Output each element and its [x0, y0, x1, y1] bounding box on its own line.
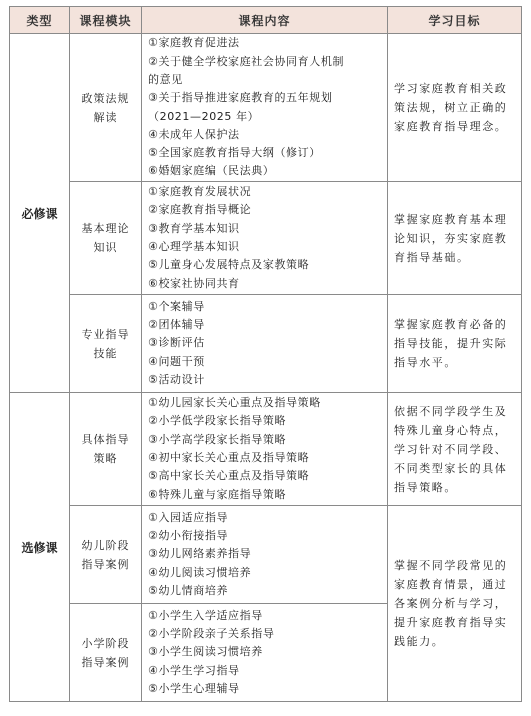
content-item: ⑥婚姻家庭编（民法典）: [148, 164, 275, 178]
shared-goal: 掌握不同学段常见的家庭教育情景，通过各案例分析与学习，提升家庭教育指导实践能力。: [388, 506, 522, 702]
module-content: [142, 182, 388, 295]
module-content: [142, 506, 388, 604]
content-item: ⑤高中家长关心重点及指导策略: [148, 469, 310, 483]
module-content: [142, 604, 388, 702]
content-item: ⑥校家社协同共育: [148, 276, 240, 290]
module-goal: 学习家庭教育相关政策法规，树立正确的家庭教育指导理念。: [388, 34, 522, 182]
header-content: 课程内容: [142, 7, 388, 34]
content-item: ④心理学基本知识: [148, 240, 240, 253]
content-item: ①家庭教育促进法: [148, 36, 240, 50]
module-content: [142, 34, 388, 182]
module-name: 政策法规解读: [70, 34, 142, 182]
content-item: ⑤幼儿情商培养: [148, 583, 229, 597]
header-row: [10, 7, 522, 34]
header-module: 课程模块: [70, 7, 142, 34]
content-item: ⑤小学生心理辅导: [148, 681, 240, 695]
module-name: 小学阶段指导案例: [70, 604, 142, 702]
header-goal: 学习目标: [388, 7, 522, 34]
content-item: ③幼儿网络素养指导: [148, 547, 252, 561]
content-item: ④问题干预: [148, 354, 205, 368]
content-item: ④幼儿阅读习惯培养: [148, 565, 252, 579]
type-required: 必修课: [10, 34, 70, 393]
table-row: [10, 393, 522, 506]
content-item: ①个案辅导: [148, 299, 205, 313]
module-name: 具体指导策略: [70, 393, 142, 506]
module-goal: 掌握家庭教育基本理论知识，夯实家庭教育指导基础。: [388, 182, 522, 295]
content-item: ④小学生学习指导: [148, 663, 240, 677]
content-item: ⑥特殊儿童与家庭指导策略: [148, 487, 287, 501]
content-item: ①入园适应指导: [148, 510, 229, 524]
content-item: ④初中家长关心重点及指导策略: [148, 451, 310, 464]
module-goal: 依据不同学段学生及特殊儿童身心特点，学习针对不同学段、不同类型家长的具体指导策略。: [388, 393, 522, 506]
content-item: ①小学生入学适应指导: [148, 608, 263, 622]
module-name: 幼儿阶段指导案例: [70, 506, 142, 604]
curriculum-table: [9, 6, 522, 702]
table-row: [10, 506, 522, 604]
content-item: ②关于健全学校家庭社会协同育人机制: [148, 54, 345, 68]
header-type: 类型: [10, 7, 70, 34]
table-row: [10, 295, 522, 393]
content-item: ③教育学基本知识: [148, 221, 240, 235]
module-name: 专业指导技能: [70, 295, 142, 393]
content-item: ⑤活动设计: [148, 372, 205, 386]
content-item: ③关于指导推进家庭教育的五年规划: [148, 91, 333, 105]
content-item: （2021—2025 年）: [148, 109, 260, 123]
content-item: ⑤儿童身心发展特点及家教策略: [148, 258, 310, 272]
content-item: ②幼小衔接指导: [148, 529, 229, 543]
module-content: [142, 393, 388, 506]
content-item: ①家庭教育发展状况: [148, 185, 252, 199]
content-item: ③小学高学段家长指导策略: [148, 432, 287, 446]
content-item: ②家庭教育指导概论: [148, 203, 252, 217]
content-item: ⑤全国家庭教育指导大纲（修订）: [148, 146, 321, 160]
module-name: 基本理论知识: [70, 182, 142, 295]
content-item: ②小学阶段亲子关系指导: [148, 627, 275, 641]
table-row: [10, 34, 522, 182]
content-item: ①幼儿园家长关心重点及指导策略: [148, 396, 321, 410]
table-row: [10, 182, 522, 295]
content-item: 的意见: [148, 72, 183, 86]
content-item: ②团体辅导: [148, 318, 205, 332]
module-goal: 掌握家庭教育必备的指导技能，提升实际指导水平。: [388, 295, 522, 393]
type-elective: 选修课: [10, 393, 70, 702]
module-content: [142, 295, 388, 393]
content-item: ③小学生阅读习惯培养: [148, 645, 263, 659]
content-item: ④未成年人保护法: [148, 127, 240, 141]
content-item: ②小学低学段家长指导策略: [148, 414, 287, 428]
content-item: ③诊断评估: [148, 336, 205, 350]
